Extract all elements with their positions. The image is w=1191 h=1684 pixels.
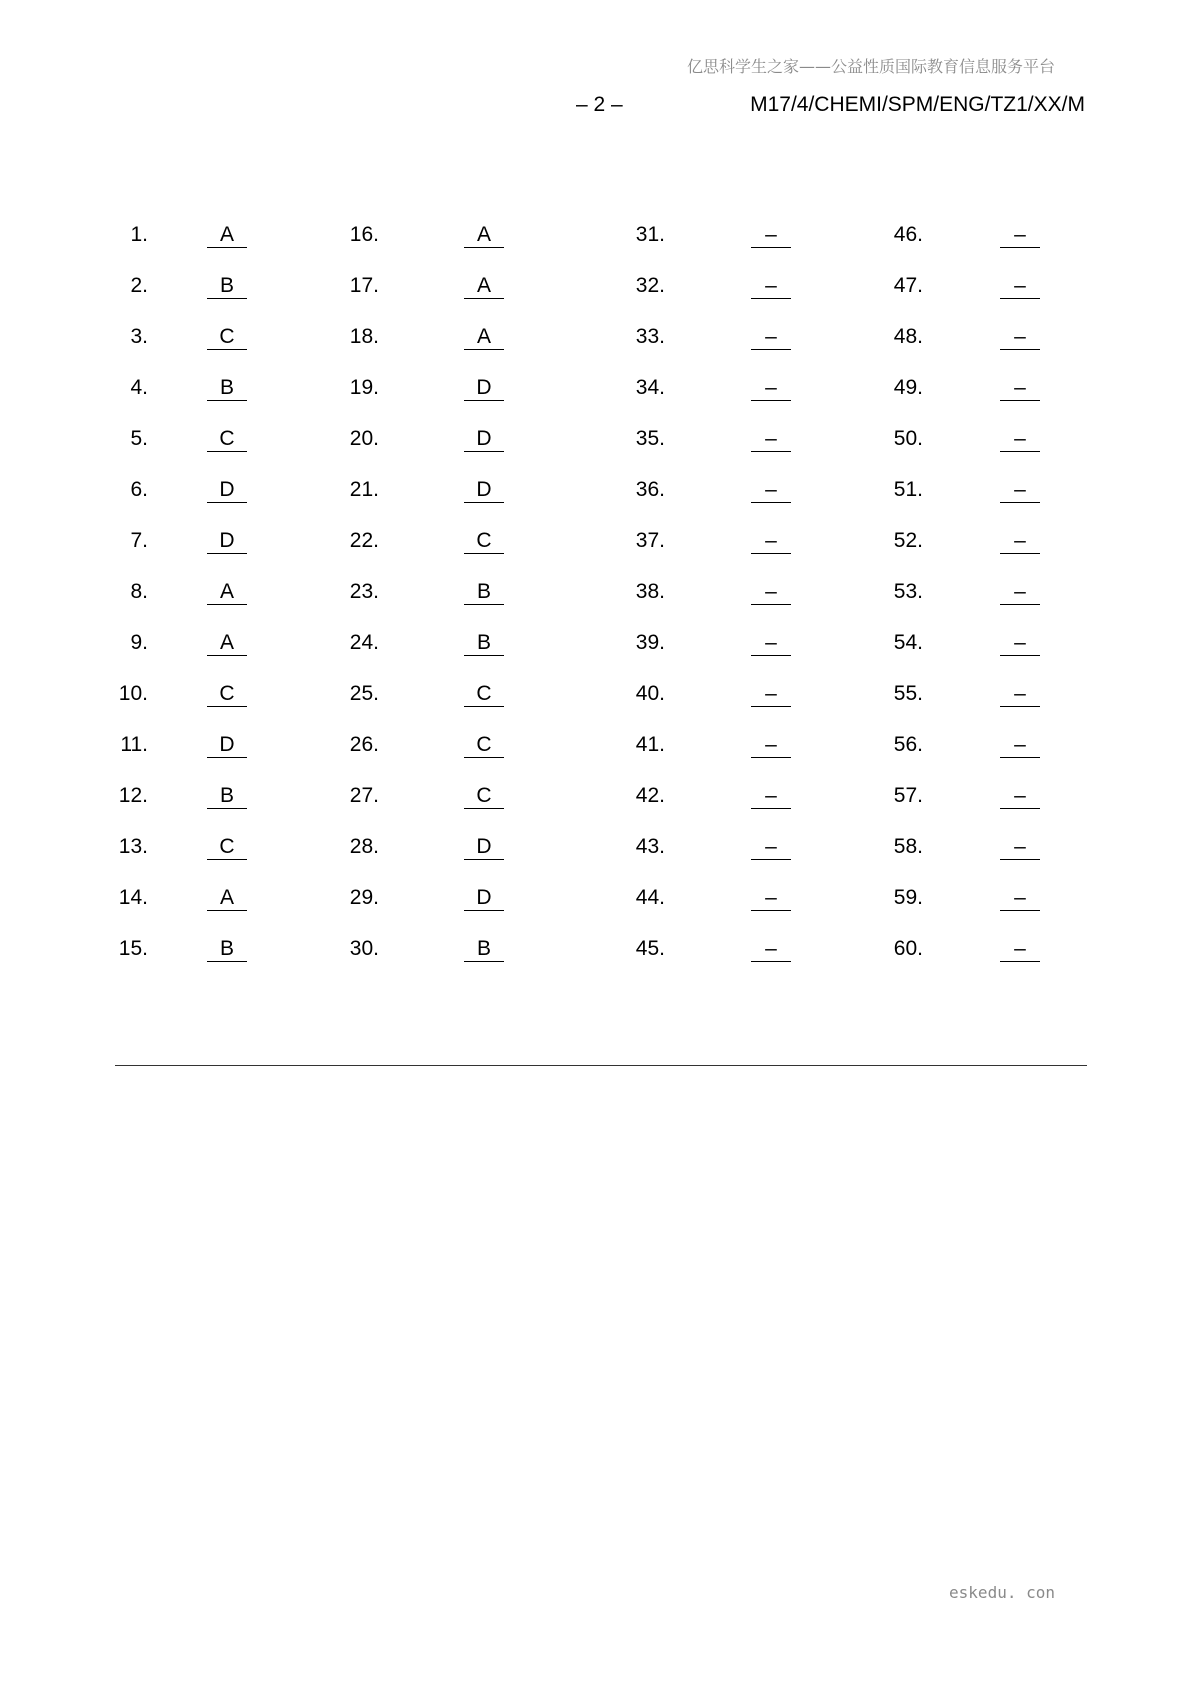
question-number: 46. — [893, 223, 923, 246]
answer-blank: D — [464, 427, 504, 452]
answer-blank: B — [464, 937, 504, 962]
answer-blank: – — [1000, 631, 1040, 656]
answer-blank: – — [1000, 733, 1040, 758]
answer-row — [0, 682, 1191, 733]
question-number: 19. — [349, 376, 379, 399]
question-number: 10. — [118, 682, 148, 705]
answer-row — [0, 835, 1191, 886]
answer-row — [0, 478, 1191, 529]
answer-blank: A — [207, 580, 247, 605]
watermark-bottom: eskedu. con — [949, 1583, 1055, 1602]
question-number: 29. — [349, 886, 379, 909]
answer-blank: C — [464, 784, 504, 809]
question-number: 53. — [893, 580, 923, 603]
question-number: 5. — [130, 427, 148, 450]
question-number: 28. — [349, 835, 379, 858]
answer-blank: – — [751, 478, 791, 503]
question-number: 4. — [130, 376, 148, 399]
answer-blank: – — [1000, 376, 1040, 401]
question-number: 35. — [635, 427, 665, 450]
answer-blank: – — [1000, 835, 1040, 860]
question-number: 13. — [118, 835, 148, 858]
answer-blank: – — [1000, 223, 1040, 248]
question-number: 2. — [130, 274, 148, 297]
question-number: 12. — [118, 784, 148, 807]
answer-blank: D — [207, 478, 247, 503]
question-number: 3. — [130, 325, 148, 348]
answer-blank: B — [464, 631, 504, 656]
answer-blank: B — [464, 580, 504, 605]
answer-row — [0, 631, 1191, 682]
question-number: 50. — [893, 427, 923, 450]
question-number: 57. — [893, 784, 923, 807]
answer-blank: – — [751, 682, 791, 707]
question-number: 56. — [893, 733, 923, 756]
question-number: 41. — [635, 733, 665, 756]
answer-blank: – — [1000, 478, 1040, 503]
question-number: 26. — [349, 733, 379, 756]
question-number: 11. — [120, 733, 148, 756]
answer-row — [0, 325, 1191, 376]
answer-blank: C — [207, 325, 247, 350]
answer-blank: B — [207, 274, 247, 299]
answer-blank: – — [1000, 580, 1040, 605]
answer-blank: A — [464, 274, 504, 299]
question-number: 51. — [893, 478, 923, 501]
answer-blank: – — [1000, 427, 1040, 452]
question-number: 9. — [130, 631, 148, 654]
answer-blank: A — [207, 631, 247, 656]
answer-blank: – — [751, 427, 791, 452]
answer-blank: – — [751, 631, 791, 656]
question-number: 45. — [635, 937, 665, 960]
question-number: 18. — [349, 325, 379, 348]
question-number: 23. — [349, 580, 379, 603]
answer-blank: C — [464, 733, 504, 758]
answer-blank: – — [1000, 784, 1040, 809]
question-number: 59. — [893, 886, 923, 909]
question-number: 24. — [349, 631, 379, 654]
question-number: 25. — [349, 682, 379, 705]
answer-blank: A — [464, 223, 504, 248]
answer-blank: C — [464, 682, 504, 707]
answer-blank: C — [464, 529, 504, 554]
answer-blank: – — [1000, 325, 1040, 350]
answer-blank: A — [207, 886, 247, 911]
answer-blank: C — [207, 682, 247, 707]
answer-blank: – — [751, 733, 791, 758]
answer-row — [0, 274, 1191, 325]
answer-row — [0, 784, 1191, 835]
question-number: 60. — [893, 937, 923, 960]
answer-blank: – — [1000, 886, 1040, 911]
answer-blank: C — [207, 427, 247, 452]
question-number: 38. — [635, 580, 665, 603]
answer-row — [0, 376, 1191, 427]
question-number: 44. — [635, 886, 665, 909]
answer-blank: D — [464, 835, 504, 860]
answer-blank: D — [464, 886, 504, 911]
question-number: 30. — [349, 937, 379, 960]
answer-blank: D — [207, 529, 247, 554]
answer-row — [0, 937, 1191, 988]
answer-blank: C — [207, 835, 247, 860]
answer-row — [0, 733, 1191, 784]
answer-blank: D — [464, 376, 504, 401]
answer-row — [0, 529, 1191, 580]
answer-blank: – — [751, 835, 791, 860]
answer-blank: – — [751, 325, 791, 350]
question-number: 22. — [349, 529, 379, 552]
question-number: 27. — [349, 784, 379, 807]
answer-blank: A — [464, 325, 504, 350]
question-number: 55. — [893, 682, 923, 705]
question-number: 47. — [893, 274, 923, 297]
answer-blank: – — [1000, 937, 1040, 962]
question-number: 16. — [349, 223, 379, 246]
question-number: 32. — [635, 274, 665, 297]
page-number: – 2 – — [576, 93, 623, 116]
question-number: 34. — [635, 376, 665, 399]
answer-blank: B — [207, 937, 247, 962]
answer-blank: A — [207, 223, 247, 248]
question-number: 40. — [635, 682, 665, 705]
question-number: 31. — [635, 223, 665, 246]
answer-blank: – — [1000, 529, 1040, 554]
question-number: 8. — [130, 580, 148, 603]
question-number: 48. — [893, 325, 923, 348]
question-number: 43. — [635, 835, 665, 858]
answer-blank: – — [751, 937, 791, 962]
question-number: 15. — [118, 937, 148, 960]
question-number: 36. — [635, 478, 665, 501]
answer-row — [0, 580, 1191, 631]
question-number: 42. — [635, 784, 665, 807]
answer-row — [0, 427, 1191, 478]
answer-blank: B — [207, 376, 247, 401]
answer-blank: D — [464, 478, 504, 503]
answer-blank: – — [751, 784, 791, 809]
answer-blank: B — [207, 784, 247, 809]
question-number: 1. — [130, 223, 148, 246]
question-number: 7. — [130, 529, 148, 552]
question-number: 58. — [893, 835, 923, 858]
question-number: 14. — [118, 886, 148, 909]
question-number: 21. — [349, 478, 379, 501]
question-number: 33. — [635, 325, 665, 348]
answer-blank: – — [1000, 682, 1040, 707]
answer-blank: – — [751, 223, 791, 248]
question-number: 54. — [893, 631, 923, 654]
answer-row — [0, 886, 1191, 937]
watermark-top: 亿思科学生之家——公益性质国际教育信息服务平台 — [686, 57, 1055, 76]
answer-blank: – — [1000, 274, 1040, 299]
question-number: 17. — [349, 274, 379, 297]
answer-blank: – — [751, 580, 791, 605]
question-number: 39. — [635, 631, 665, 654]
document-code: M17/4/CHEMI/SPM/ENG/TZ1/XX/M — [750, 93, 1085, 116]
answer-row — [0, 223, 1191, 274]
question-number: 6. — [130, 478, 148, 501]
answer-blank: – — [751, 886, 791, 911]
answer-blank: – — [751, 376, 791, 401]
question-number: 20. — [349, 427, 379, 450]
answer-blank: – — [751, 529, 791, 554]
horizontal-rule — [115, 1065, 1087, 1066]
answer-blank: – — [751, 274, 791, 299]
question-number: 37. — [635, 529, 665, 552]
question-number: 49. — [893, 376, 923, 399]
answer-blank: D — [207, 733, 247, 758]
question-number: 52. — [893, 529, 923, 552]
